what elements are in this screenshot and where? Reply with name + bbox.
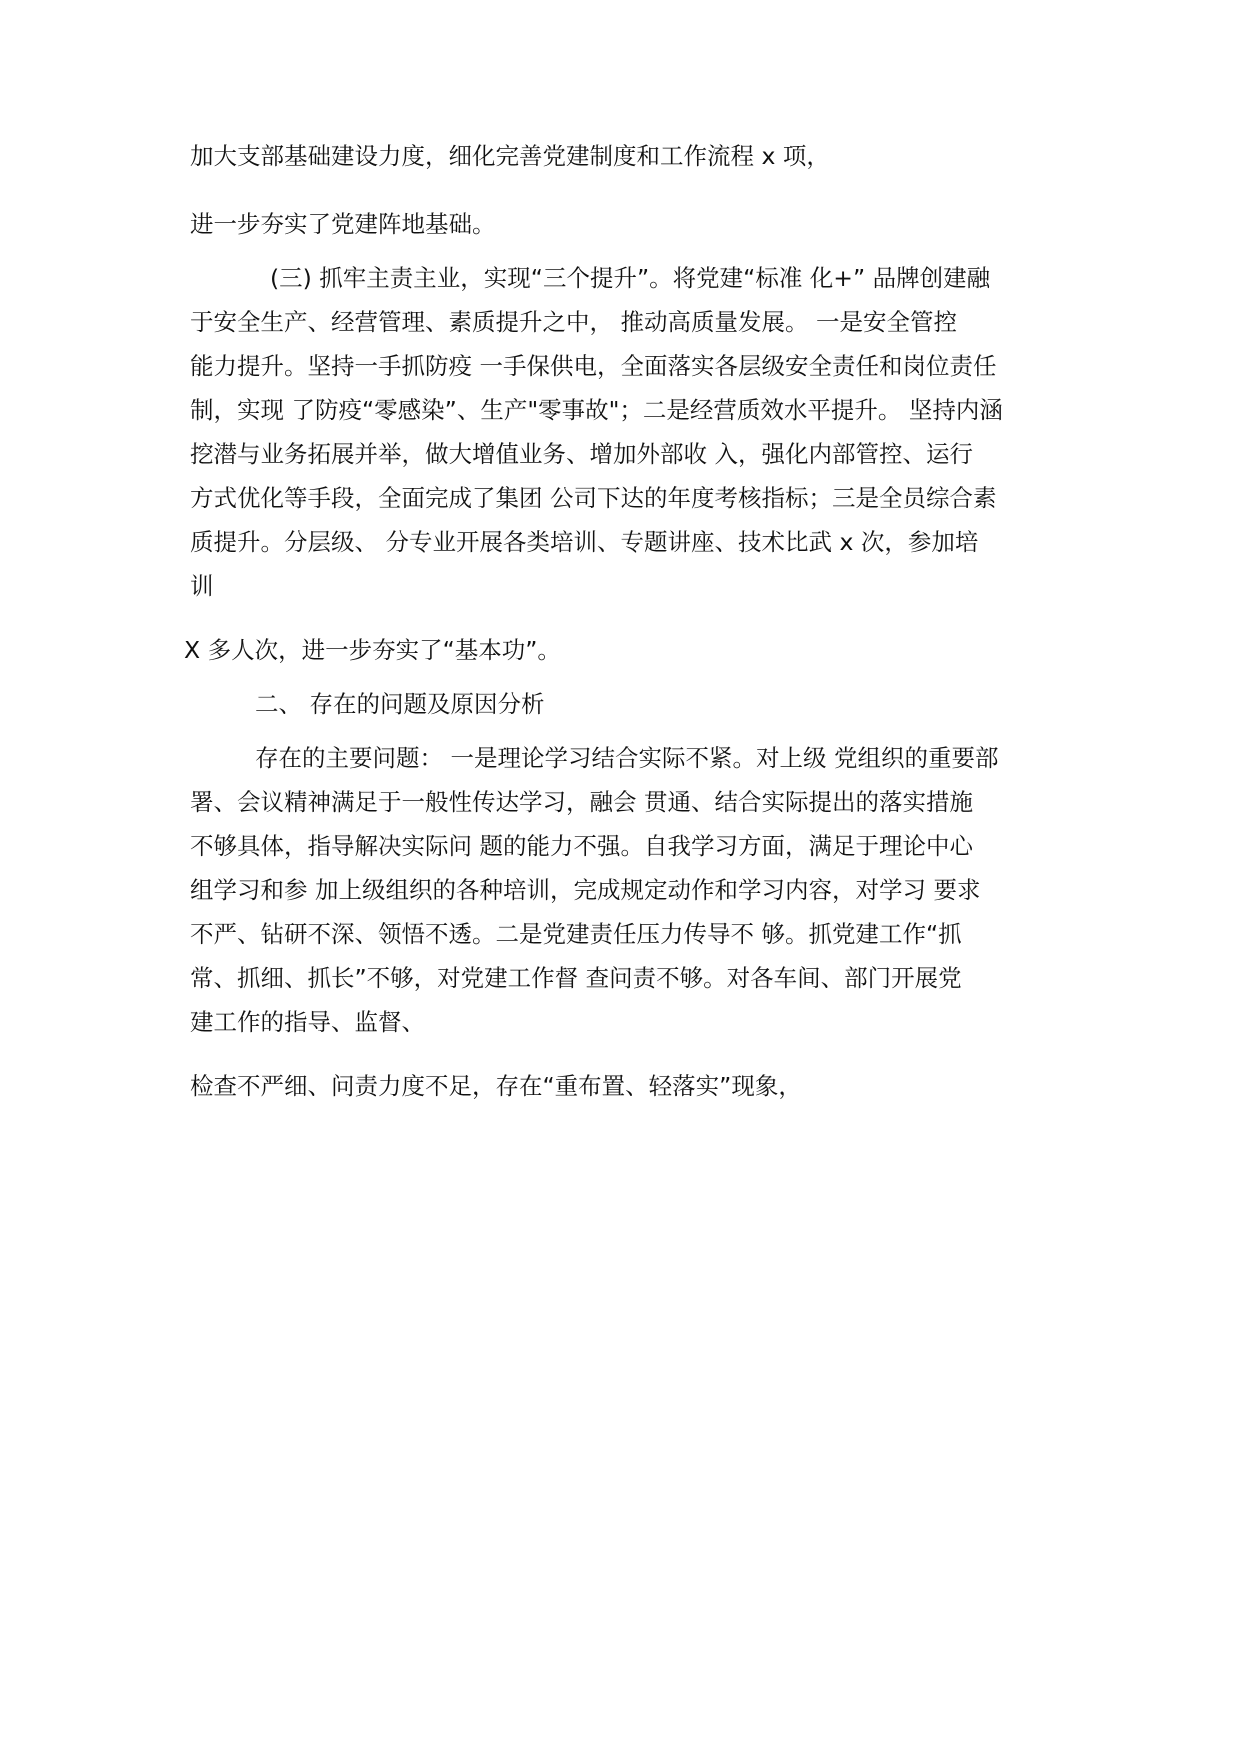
text-line-19: 建工作的指导、监督、 [190,1008,425,1036]
text-line-8: 方式优化等手段，全面完成了集团 公司下达的年度考核指标；三是全员综合素 [190,484,997,512]
text-line-16: 组学习和参 加上级组织的各种培训，完成规定动作和学习内容，对学习 要求 [190,876,981,904]
text-line-2: 进一步夯实了党建阵地基础。 [190,210,496,238]
text-line-5: 能力提升。坚持一手抓防疫 一手保供电，全面落实各层级安全责任和岗位责任 [190,352,997,380]
text-line-10: 训 [190,572,214,600]
text-line-17: 不严、钻研不深、领悟不透。二是党建责任压力传导不 够。抓党建工作“抓 [190,920,962,948]
text-line-18: 常、抓细、抓长”不够，对党建工作督 查问责不够。对各车间、部门开展党 [190,964,962,992]
text-line-7: 挖潜与业务拓展并举，做大增值业务、增加外部收 入，强化内部管控、运行 [190,440,973,468]
text-line-1: 加大支部基础建设力度，细化完善党建制度和工作流程 x 项， [190,142,830,170]
section-heading: 二、 存在的问题及原因分析 [255,690,545,718]
text-line-4: 于安全生产、经营管理、素质提升之中， 推动高质量发展。 一是安全管控 [190,308,957,336]
text-line-20: 检查不严细、问责力度不足，存在“重布置、轻落实”现象， [190,1072,802,1100]
text-line-9: 质提升。分层级、 分专业开展各类培训、专题讲座、技术比武 x 次，参加培 [190,528,979,556]
text-line-15: 不够具体，指导解决实际问 题的能力不强。自我学习方面，满足于理论中心 [190,832,973,860]
text-line-11: X 多人次，进一步夯实了“基本功”。 [184,636,561,664]
text-line-6: 制，实现 了防疫“零感染”、生产"零事故"；二是经营质效水平提升。 坚持内涵 [190,396,1003,424]
text-line-3: (三) 抓牢主责主业，实现“三个提升”。将党建“标准 化+” 品牌创建融 [270,264,991,292]
text-line-13: 存在的主要问题： 一是理论学习结合实际不紧。对上级 党组织的重要部 [255,744,999,772]
text-line-14: 署、会议精神满足于一般性传达学习，融会 贯通、结合实际提出的落实措施 [190,788,973,816]
